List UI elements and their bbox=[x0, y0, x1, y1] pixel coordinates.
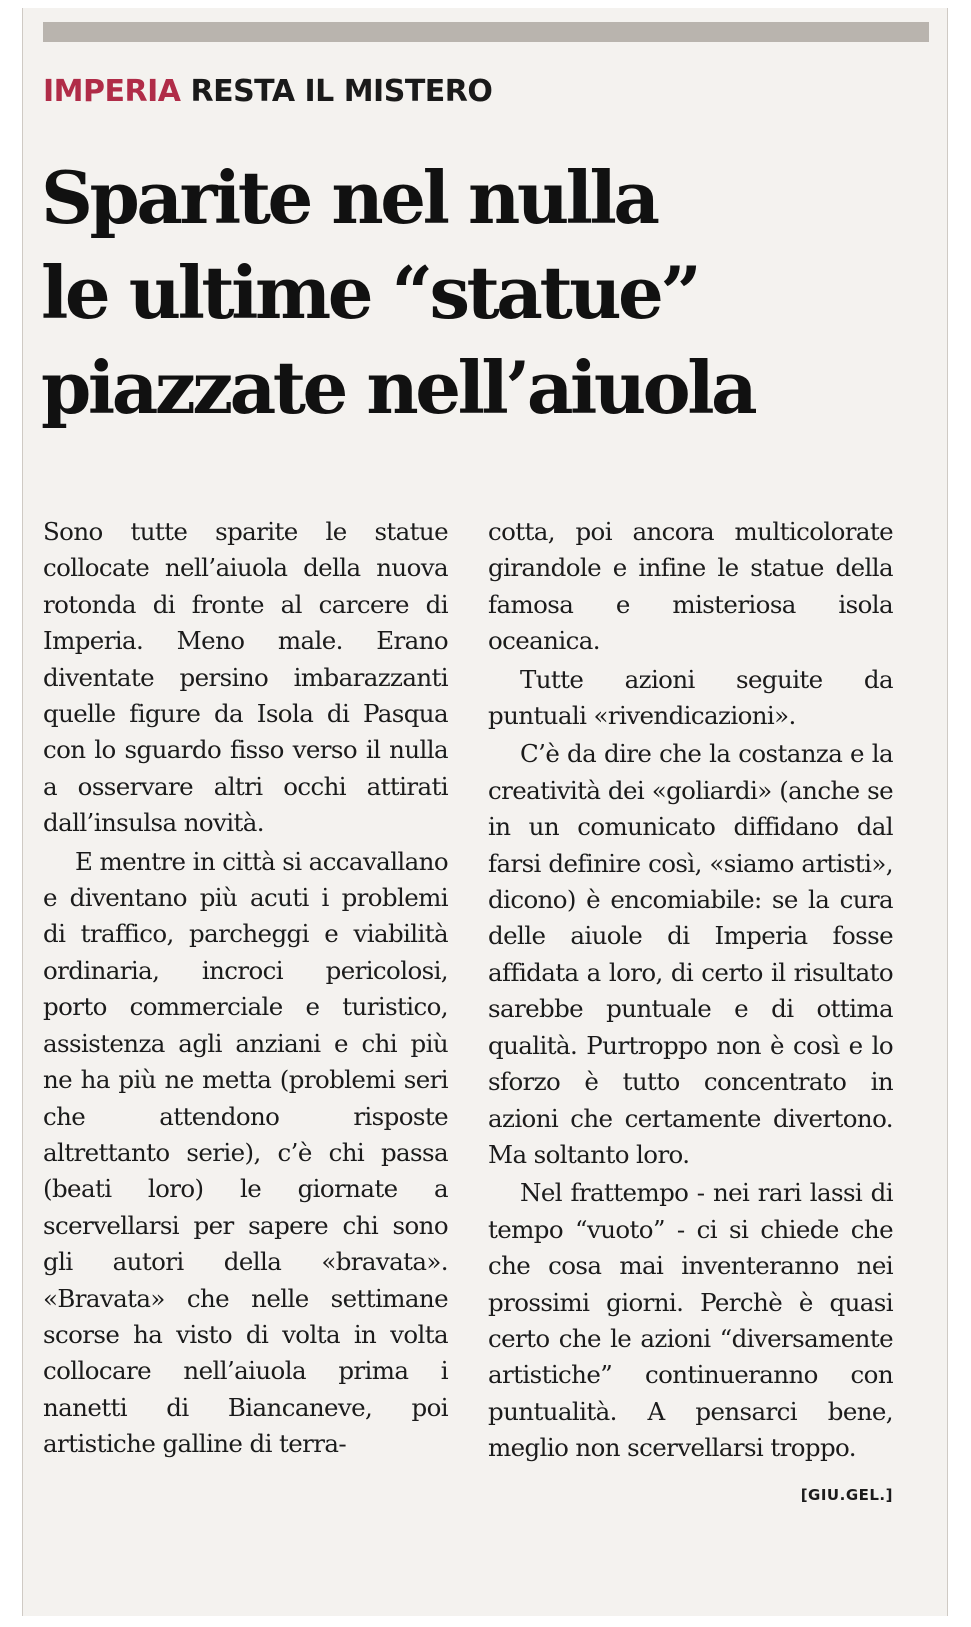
body-paragraph: cotta, poi ancora multicolorate girandole e infine le statue della famosa e misteriosa isola oceanica. bbox=[488, 517, 893, 656]
newspaper-clipping bbox=[22, 8, 948, 1616]
body-paragraph-text: Nel frattempo - nei rari lassi di tempo “vuoto” - ci si chiede che che cosa mai inventeranno nei prossimi giorni. Perchè è quasi certo che le azioni “diversamente artistiche” continueranno con puntualità. A pensarci bene, meglio non scervellarsi troppo. bbox=[488, 1178, 893, 1463]
headline-line: piazzate nell’aiuola bbox=[41, 345, 755, 430]
headline-line: Sparite nel nulla bbox=[41, 155, 657, 240]
headline-line: le ultime “statue” bbox=[41, 250, 699, 335]
headline bbox=[41, 150, 921, 435]
kicker-location: IMPERIA bbox=[43, 74, 181, 109]
body-paragraph: C’è da dire che la costanza e la creatività dei «goliardi» (anche se in un comunicato diffidano dal farsi definire così, «siamo artisti», dicono) è encomiabile: se la cura delle aiuole di Imperia fosse affidata a loro, di certo il risultato sarebbe puntuale e di ottima qualità. Purtroppo non è così e lo sforzo è tutto concentrato in azioni che certamente divertono. Ma soltanto loro. bbox=[488, 739, 893, 1169]
body-column-right bbox=[488, 514, 893, 1513]
kicker-topic: RESTA IL MISTERO bbox=[190, 74, 493, 109]
body-paragraph: Sono tutte sparite le statue collocate nell’aiuola della nuova rotonda di fronte al carcere di Imperia. Meno male. Erano diventate persino imbarazzanti quelle figure da Isola di Pasqua con lo sguardo fisso verso il nulla a osservare altri occhi attirati dall’insulsa novità. bbox=[43, 517, 448, 838]
body-paragraph: Tutte azioni seguite da puntuali «rivendicazioni». bbox=[488, 664, 893, 731]
body-paragraph bbox=[488, 1175, 893, 1504]
top-rule bbox=[43, 22, 929, 42]
body-paragraph: E mentre in città si accavallano e diventano più acuti i problemi di traffico, parcheggi e viabilità ordinaria, incroci pericolosi, porto commerciale e turistico, assistenza agli anziani e chi più ne ha più ne metta (problemi seri che attendono risposte altrettanto serie), c’è chi passa (beati loro) le giornate a scervellarsi per sapere chi sono gli autori della «bravata». «Bravata» che nelle settimane scorse ha visto di volta in volta collocare nell’aiuola prima i nanetti di Biancaneve, poi artistiche galline di terra- bbox=[43, 846, 448, 1459]
body-column-left bbox=[43, 514, 448, 1463]
kicker bbox=[43, 74, 492, 109]
author-signature: [GIU.GEL.] bbox=[800, 1485, 893, 1504]
